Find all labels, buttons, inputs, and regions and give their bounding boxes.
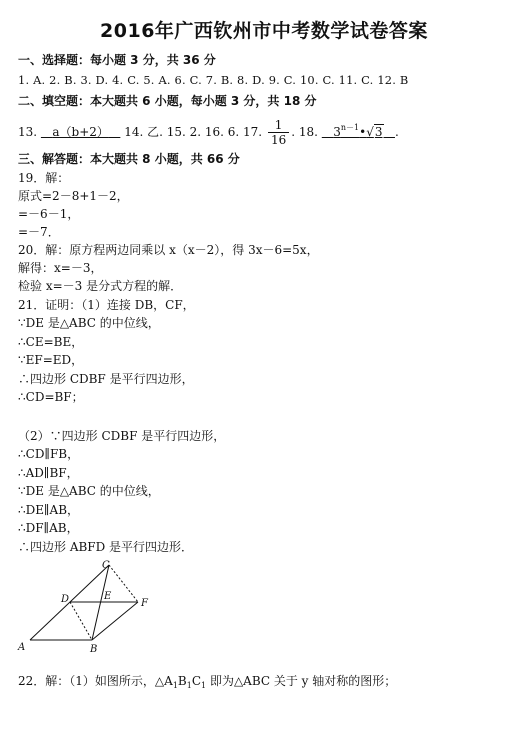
label-c: C (102, 560, 110, 571)
segment-cf-dashed (109, 565, 138, 602)
q19-line2: =－6－1， (18, 207, 80, 221)
q20-line3: 检验 x=－3 是分式方程的解． (18, 279, 183, 293)
q13-number: 13. (18, 125, 38, 139)
q21-line12: ∴DF∥AB， (18, 521, 79, 535)
q21-line9: ∴AD∥BF， (18, 466, 79, 480)
q20-line2: 解得：x=－3， (18, 261, 103, 275)
label-b: B (90, 644, 98, 654)
q21-line13: ∴四边形 ABFD 是平行四边形． (18, 540, 194, 554)
geometry-figure (14, 560, 164, 654)
q21-line4: ∵EF=ED， (18, 353, 84, 367)
q19-line1: 原式=2－8+1－2， (18, 189, 129, 203)
segment-db-dashed (70, 602, 92, 640)
q17-fraction (268, 118, 289, 147)
q17-denominator: 16 (270, 133, 287, 147)
label-d: D (61, 594, 70, 605)
section1-answers: 1. A. 2. B. 3. D. 4. C. 5. A. 6. C. 7. B. 8. D. 9. C. 10. C. 11. C. 12. B (18, 73, 409, 87)
q18-answer: $3^{n-1}•√3$ (333, 123, 383, 139)
q21-line6: ∴CD=BF； (18, 390, 84, 404)
q19-label: 19．解： (18, 171, 70, 185)
section2-heading: 二、填空题：本大题共 6 小题，每小题 3 分，共 18 分 (18, 94, 317, 108)
q20-line1: 20．解：原方程两边同乘以 x（x－2），得 3x－6=5x， (18, 243, 319, 257)
q21-line7: （2）∵四边形 CDBF 是平行四边形， (18, 429, 226, 443)
page-title: 2016年广西钦州市中考数学试卷答案 (100, 20, 428, 42)
q21-line5: ∴四边形 CDBF 是平行四边形， (18, 372, 194, 386)
q21-line10: ∵DE 是△ABC 的中位线， (18, 484, 160, 498)
q21-line1: 21．证明：（1）连接 DB，CF， (18, 298, 195, 312)
q21-line8: ∴CD∥FB， (18, 447, 80, 461)
q17-numerator: 1 (268, 118, 289, 133)
q18-number: 18. (298, 125, 318, 139)
section2-answers: 13. a（b+2） 14. 乙. 15. 2. 16. 6. 17. $\frac{1}{16}$ . 18. $3^{n-1}•√3$ . (18, 118, 399, 147)
parallelogram-diagram (14, 560, 164, 654)
q14-to-q17-text: 14. 乙. 15. 2. 16. 6. 17. (124, 125, 263, 139)
q13-answer: a（b+2） (52, 125, 109, 139)
label-a: A (18, 642, 26, 653)
section3-heading: 三、解答题：本大题共 8 小题，共 66 分 (18, 152, 240, 166)
q21-line3: ∴CE=BE， (18, 335, 84, 349)
q21-line2: ∵DE 是△ABC 的中位线， (18, 316, 160, 330)
q19-line3: =－7． (18, 225, 60, 239)
section1-heading: 一、选择题：每小题 3 分，共 36 分 (18, 53, 216, 67)
q21-line11: ∴DE∥AB， (18, 503, 80, 517)
label-e: E (104, 591, 112, 602)
q22-line1: 22．解：（1）如图所示，$\triangle A_1B_1C_1$ 即为△ABC 关于 y 轴对称的图形； (18, 674, 397, 690)
label-f: F (141, 598, 148, 609)
